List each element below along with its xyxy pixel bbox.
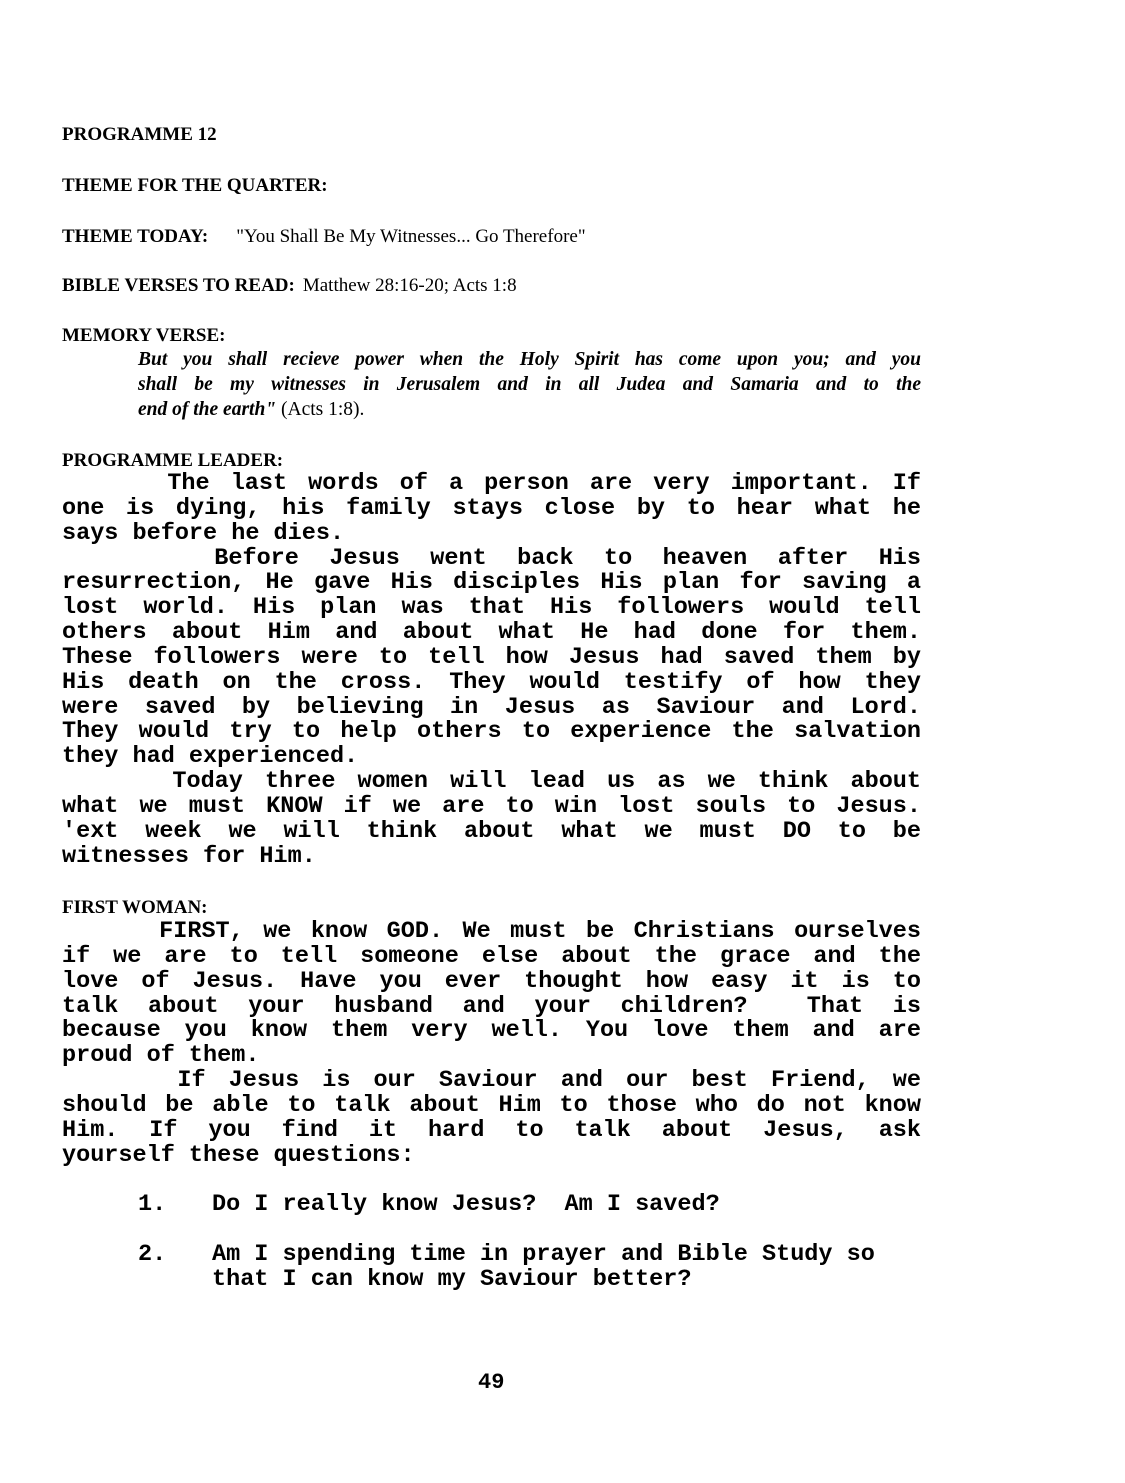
- question-number: 1.: [138, 1191, 167, 1218]
- programme-title: PROGRAMME 12: [62, 124, 217, 145]
- question-number: 2.: [138, 1241, 167, 1268]
- theme-today-value: "You Shall Be My Witnesses... Go Therefore": [236, 226, 586, 247]
- text-line: because you know them very well. You love them and are: [62, 1017, 921, 1045]
- verse-reference: (Acts 1:8).: [281, 399, 365, 420]
- question-line: that I can know my Saviour better?: [212, 1266, 692, 1293]
- verse-line: end of the earth" (Acts 1:8).: [138, 399, 365, 420]
- text-line: The last words of a person are very important. If: [62, 470, 921, 497]
- memory-verse-label: MEMORY VERSE:: [62, 325, 226, 346]
- text-line: 'ext week we will think about what we must DO to be: [62, 817, 921, 845]
- text-line: witnesses for Him.: [62, 842, 316, 870]
- text-line: love of Jesus. Have you ever thought how easy it is to: [62, 967, 921, 995]
- question-line: Do I really know Jesus? Am I saved?: [212, 1191, 720, 1218]
- text-line: Today three women will lead us as we think about: [62, 768, 921, 796]
- verse-line: But you shall recieve power when the Holy Spirit has come upon you; and you: [138, 349, 921, 370]
- text-line: they had experienced.: [62, 743, 359, 771]
- text-line: what we must KNOW if we are to win lost souls to Jesus.: [62, 792, 921, 820]
- first-woman-label: FIRST WOMAN:: [62, 897, 208, 918]
- text-line: They would try to help others to experience the salvation: [62, 718, 921, 746]
- text-line: His death on the cross. They would testify of how they: [62, 668, 921, 696]
- theme-quarter-label: THEME FOR THE QUARTER:: [62, 175, 328, 196]
- text-line: if we are to tell someone else about the grace and the: [62, 942, 921, 970]
- verse-line: shall be my witnesses in Jerusalem and in all Judea and Samaria and to the: [138, 374, 921, 395]
- text-line: others about Him and about what He had done for them.: [62, 619, 921, 647]
- text-line: resurrection, He gave His disciples His plan for saving a: [62, 569, 921, 597]
- text-line: lost world. His plan was that His followers would tell: [62, 594, 921, 622]
- bible-verses-value: Matthew 28:16-20; Acts 1:8: [302, 275, 517, 296]
- text-line: If Jesus is our Saviour and our best Friend, we: [62, 1067, 921, 1095]
- text-line: one is dying, his family stays close by to hear what he: [62, 494, 921, 522]
- text-line: proud of them.: [62, 1042, 260, 1070]
- text-line: should be able to talk about Him to those who do not know: [62, 1091, 921, 1119]
- text-line: Before Jesus went back to heaven after His: [62, 544, 921, 572]
- leader-text: [62, 472, 921, 870]
- text-line: says before he dies.: [62, 519, 345, 547]
- theme-today: [62, 226, 586, 248]
- text-line: These followers were to tell how Jesus had saved them by: [62, 643, 921, 671]
- text-line: FIRST, we know GOD. We must be Christians ourselves: [62, 918, 921, 945]
- memory-verse: [138, 347, 921, 422]
- page-number: 49: [478, 1370, 505, 1395]
- text-line: were saved by believing in Jesus as Saviour and Lord.: [62, 693, 921, 721]
- theme-today-label: THEME TODAY:: [62, 226, 209, 247]
- text-line: Him. If you find it hard to talk about Jesus, ask: [62, 1116, 921, 1144]
- question-line: Am I spending time in prayer and Bible Study so: [212, 1241, 875, 1268]
- leader-label: PROGRAMME LEADER:: [62, 450, 284, 471]
- text-line: yourself these questions:: [62, 1141, 415, 1169]
- first-woman-text: [62, 920, 921, 1168]
- bible-verses: [62, 275, 517, 297]
- text-line: talk about your husband and your children? That is: [62, 992, 921, 1020]
- bible-verses-label: BIBLE VERSES TO READ:: [62, 275, 295, 296]
